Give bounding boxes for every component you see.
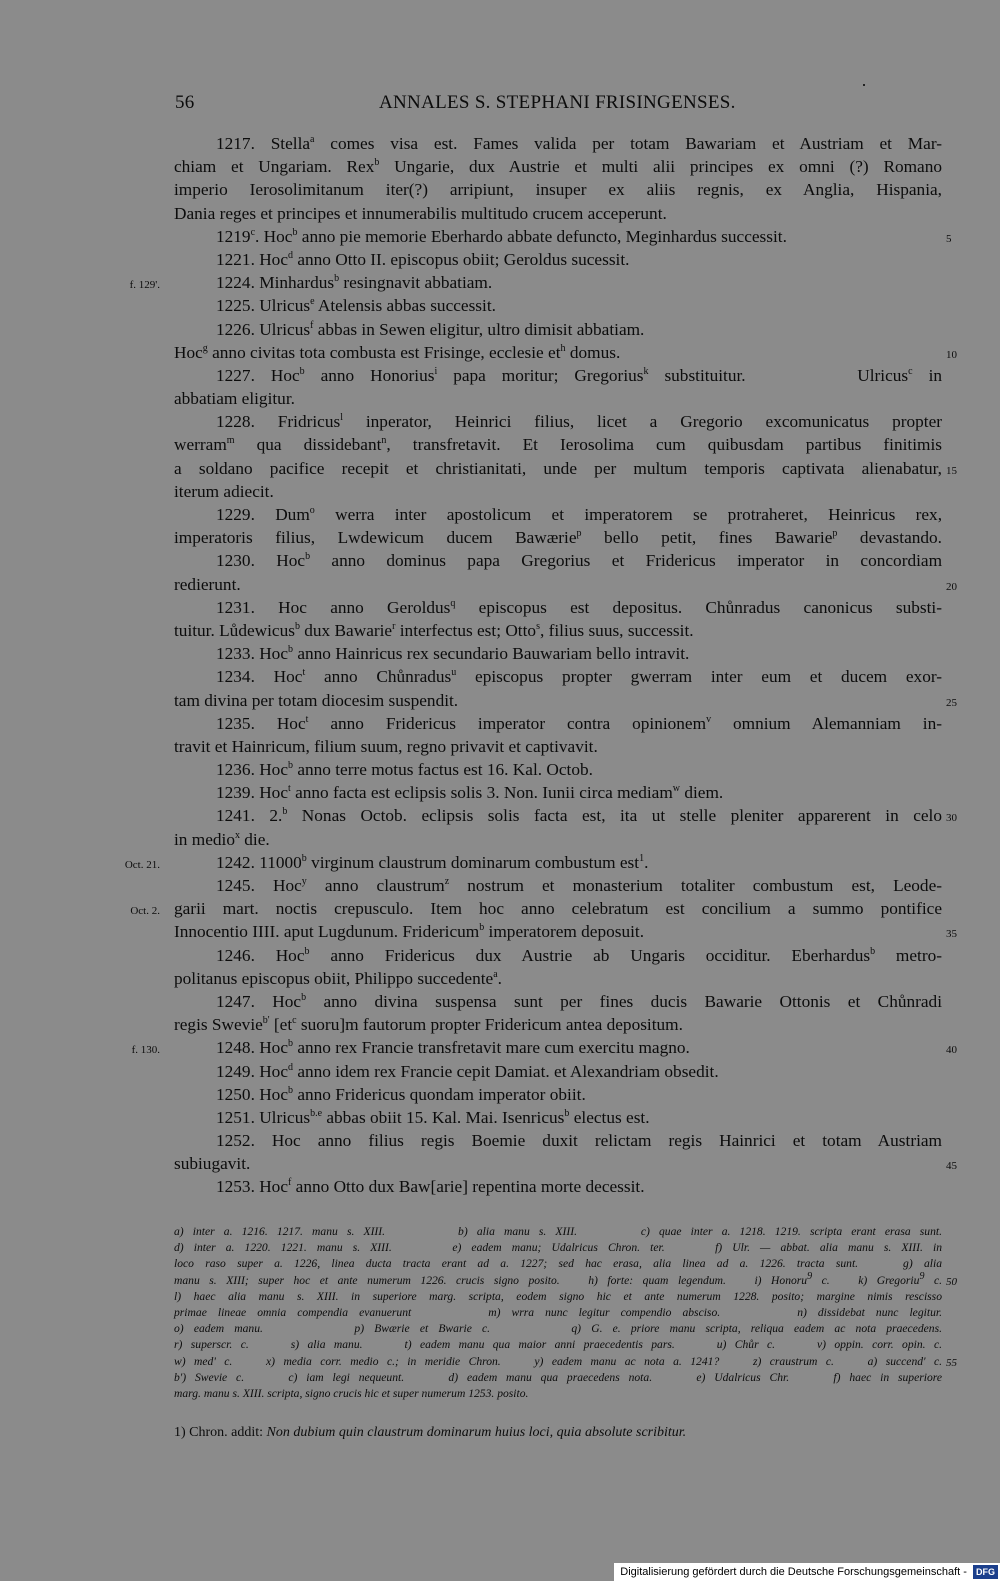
text-line-text: 1221. Hoc$^d$ anno Otto II. episcopus obiit; Geroldus sucessit. <box>216 249 630 269</box>
line-number: 30 <box>946 812 957 825</box>
note-line-text: l) haec alia manu s. XIII. in superiore marg. scripta, eodem signo hic et ante numerum 1228. posito; margine nimis rescisso <box>174 1289 942 1303</box>
credit-text: Digitalisierung gefördert durch die Deutsche Forschungsgemeinschaft - <box>620 1566 967 1578</box>
text-line <box>174 387 942 410</box>
note-line <box>174 1289 942 1305</box>
line-number: 55 <box>946 1356 957 1369</box>
text-line <box>174 1106 942 1129</box>
text-line <box>174 155 942 178</box>
text-line-text: 1226. Ulricus$^f$ abbas in Sewen eligitur, ultro dimisit abbatiam. <box>216 319 645 339</box>
note-line-text: d) inter a. 1220. 1221. manu s. XIII. e) eadem manu; Udalricus Chron. ter. f) Ulr. — abbat. alia manu s. XIII. in <box>174 1241 942 1255</box>
line-number: 10 <box>946 348 957 361</box>
text-line <box>174 132 942 155</box>
note-line-text: marg. manu s. XIII. scripta, signo crucis hic et super numerum 1253. posito. <box>174 1386 529 1400</box>
note-line-text: manu s. XIII; super hoc et ante numerum 1226. crucis signo posito. h) forte: quam legendum. i) Honoru$^9$ c. k) Gregoriu$^9$ c. <box>174 1270 942 1287</box>
note-line <box>174 1305 942 1321</box>
text-line-text: Innocentio IIII. aput Lugdunum. Fridericum$^b$ imperatorem deposuit. <box>174 922 645 942</box>
text-line-text: garii mart. noctis crepusculo. Item hoc anno celebratum est concilium a summo pontifice <box>174 899 942 919</box>
note-line-text: a) inter a. 1216. 1217. manu s. XIII. b) alia manu s. XIII. c) quae inter a. 1218. 1219. scripta erant erasa sunt. <box>174 1225 942 1238</box>
note-line <box>174 1370 942 1386</box>
note-line-text: loco raso super a. 1226, linea ducta tracta erant ad a. 1227; sed hac erasa, alia linea ad a. 1226. tracta sunt. g) alia <box>174 1257 942 1271</box>
note-line-text: primae lineae omnia compendia evanuerunt m) wrra nunc legitur compendio absciso. n) dissidebat nunc legitur. <box>174 1305 942 1319</box>
note-line <box>174 1321 942 1337</box>
text-line-text: abbatiam eligitur. <box>174 389 295 409</box>
text-line-text: 1217. Stella$^a$ comes visa est. Fames valida per totam Bawariam et Austriam et Mar- <box>216 134 942 153</box>
text-line-text: imperatoris filius, Lwdewicum ducem Bawærie$^p$ bello petit, fines Bawarie$^p$ devastando. <box>174 528 942 548</box>
text-line-text: werram$^m$ qua dissidebant$^n$, transfretavit. Et Ierosolima cum quibusdam partibus finitimis <box>174 435 942 455</box>
text-line <box>174 804 957 827</box>
text-line <box>174 712 942 735</box>
text-line <box>174 549 942 572</box>
line-number: 15 <box>946 464 957 477</box>
text-line-text: 1229. Dum$^o$ werra inter apostolicum et imperatorem se protraheret, Heinricus rex, <box>216 505 943 524</box>
text-line-text: 1250. Hoc$^b$ anno Fridericus quondam imperator obiit. <box>216 1084 586 1104</box>
text-line <box>174 990 942 1013</box>
text-line <box>174 596 942 619</box>
note-line-text: b') Swevie c. c) iam legi nequeunt. d) eadem manu qua praecedens nota. e) Udalricus Chr. f) haec in superiore <box>174 1370 942 1384</box>
text-line <box>174 433 942 456</box>
text-line <box>174 225 952 248</box>
text-line-text: 1219$^c$. Hoc$^b$ anno pie memorie Eberhardo abbate defuncto, Meginhardus successit. <box>216 226 787 246</box>
line-number: 20 <box>946 580 957 593</box>
note-line-text: w) med' c. x) media corr. medio c.; in meridie Chron. y) eadem manu ac nota a. 1241? z) craustrum c. a) succend' c. <box>174 1354 942 1368</box>
text-line <box>174 735 942 758</box>
note-line <box>174 1354 957 1370</box>
digitization-credit-bar <box>614 1563 1000 1581</box>
text-line-text: a soldano pacifice recepit et christianitati, unde per multum temporis captivata alienabatur, <box>174 458 942 478</box>
line-number: 45 <box>946 1160 957 1173</box>
text-line-text: 1242. 11000$^b$ virginum claustrum dominarum combustum est$^1$. <box>216 852 649 872</box>
text-line-text: 1233. Hoc$^b$ anno Hainricus rex secundario Bauwariam bello intravit. <box>216 644 690 664</box>
text-line-text: travit et Hainricum, filium suum, regno privavit et captivavit. <box>174 736 598 756</box>
text-line <box>174 1060 942 1083</box>
text-line <box>174 480 942 503</box>
note-line <box>174 1270 957 1289</box>
text-line <box>174 573 957 596</box>
text-line-text: 1236. Hoc$^b$ anno terre motus factus est 16. Kal. Octob. <box>216 760 593 780</box>
text-line-text: redierunt. <box>174 574 241 594</box>
note-line <box>174 1256 942 1272</box>
line-number: 35 <box>946 928 957 941</box>
text-line-text: politanus episcopus obiit, Philippo succedente$^a$. <box>174 968 502 988</box>
dfg-logo: DFG <box>973 1565 998 1579</box>
footnote <box>174 1425 942 1441</box>
note-line-text: o) eadem manu. p) Bwærie et Bwarie c. q) G. e. priore manu scripta, reliqua eadem ac nota praecedens. <box>174 1322 942 1336</box>
margin-note: Oct. 21. <box>124 858 160 871</box>
text-line <box>174 1083 942 1106</box>
text-line <box>174 1175 942 1198</box>
text-line-text: 1247. Hoc$^b$ anno divina suspensa sunt per fines ducis Bawarie Ottonis et Chůnradi <box>216 991 942 1011</box>
text-line <box>174 828 942 851</box>
line-number: 40 <box>946 1044 957 1057</box>
text-line <box>174 364 942 387</box>
text-line-text: regis Swevie$^{b'}$ [$et^c$ suoru]m fautorum propter Fridericum antea depositum. <box>174 1015 683 1035</box>
text-line <box>174 202 942 225</box>
text-line <box>129 271 942 294</box>
text-line-text: 1249. Hoc$^d$ anno idem rex Francie cepit Damiat. et Alexandriam obsedit. <box>216 1061 719 1081</box>
text-line <box>174 410 942 433</box>
text-line-text: 1253. Hoc$^f$ anno Otto dux Baw[arie] repentina morte decessit. <box>216 1177 645 1197</box>
note-line <box>174 1224 942 1240</box>
line-number: 5 <box>946 232 952 245</box>
text-line <box>174 920 957 943</box>
margin-note: Oct. 2. <box>130 905 160 918</box>
text-line <box>174 341 957 364</box>
text-line <box>174 1152 957 1175</box>
text-line <box>174 457 957 480</box>
text-line <box>130 897 942 920</box>
text-line <box>174 642 942 665</box>
text-line <box>174 1013 942 1036</box>
text-line <box>174 874 942 897</box>
text-line <box>174 619 942 642</box>
text-line-text: 1246. Hoc$^b$ anno Fridericus dux Austrie ab Ungaris occiditur. Eberhardus$^b$ metro- <box>216 945 942 965</box>
text-line <box>174 944 942 967</box>
text-line-text: Dania reges et principes et innumerabilis multitudo crucem acceperunt. <box>174 203 667 223</box>
footnote-text: Non dubium quin claustrum dominarum huius loci, quia absolute scribitur. <box>266 1425 687 1440</box>
line-number: 25 <box>946 696 957 709</box>
note-line <box>174 1386 942 1402</box>
text-line-text: 1235. Hoc$^t$ anno Fridericus imperator contra opinionem$^v$ omnium Alemanniam in- <box>216 713 942 733</box>
text-line-text: 1227. Hoc$^b$ anno Honorius$^i$ papa moritur; Gregorius$^k$ substituitur. Ulricus$^c$ in <box>216 365 943 385</box>
text-line-text: 1230. Hoc$^b$ anno dominus papa Gregorius et Fridericus imperator in concordiam <box>216 551 943 571</box>
text-line-text: imperio Ierosolimitanum iter(?) arripiunt, insuper ex aliis regnis, ex Anglia, Hispania, <box>174 180 942 200</box>
page-number: 56 <box>175 92 195 113</box>
note-line <box>174 1240 942 1256</box>
text-line <box>174 503 942 526</box>
text-line <box>174 318 942 341</box>
text-line-text: 1248. Hoc$^b$ anno rex Francie transfretavit mare cum exercitu magno. <box>216 1038 690 1058</box>
text-line-text: 1241. 2.$^b$ Nonas Octob. eclipsis solis facta est, ita ut stelle pleniter apparerent in celo <box>216 806 942 826</box>
text-line <box>174 294 942 317</box>
note-line-text: r) superscr. c. s) alia manu. t) eadem manu qua maior anni praecedentis pars. u) Chůr c. v) oppin. corr. opin. c. <box>174 1338 942 1352</box>
text-line-text: chiam et Ungariam. Rex$^b$ Ungarie, dux Austrie et multi alii principes ex omni (?) Romano <box>174 157 942 177</box>
annals-text <box>124 132 957 1199</box>
text-line-text: 1231. Hoc anno Geroldus$^q$ episcopus est depositus. Chůnradus canonicus substi- <box>216 597 942 617</box>
footnote-label: 1) Chron. addit: <box>174 1425 264 1440</box>
margin-note: f. 129'. <box>129 279 160 292</box>
text-line-text: in medio$^x$ die. <box>174 829 270 849</box>
text-line <box>174 178 942 201</box>
text-line <box>174 689 957 712</box>
text-line-text: 1225. Ulricus$^e$ Atelensis abbas successit. <box>216 296 496 316</box>
text-line-text: 1245. Hoc$^y$ anno claustrum$^z$ nostrum et monasterium totaliter combustum est, Leode- <box>216 876 942 895</box>
text-line-text: 1239. Hoc$^t$ anno facta est eclipsis solis 3. Non. Iunii circa mediam$^w$ diem. <box>216 783 724 803</box>
text-line <box>174 1129 942 1152</box>
text-line-text: 1252. Hoc anno filius regis Boemie duxit relictam regis Hainrici et totam Austriam <box>216 1131 942 1151</box>
text-line-text: tam divina per totam diocesim suspendit. <box>174 690 459 710</box>
line-number: 50 <box>946 1275 957 1288</box>
text-line-text: 1251. Ulricus$^{b.e}$ abbas obiit 15. Kal. Mai. Isenricus$^b$ electus est. <box>216 1107 650 1127</box>
critical-apparatus <box>174 1224 957 1402</box>
text-line <box>174 665 942 688</box>
text-line <box>174 967 942 990</box>
text-line-text: iterum adiecit. <box>174 481 274 501</box>
note-line <box>174 1337 942 1353</box>
text-line-text: Hoc$^g$ anno civitas tota combusta est Frisinge, ecclesie $et^h$ domus. <box>174 342 621 362</box>
text-line-text: 1234. Hoc$^t$ anno Chůnradus$^u$ episcopus propter gwerram inter eum et ducem exor- <box>216 667 942 687</box>
text-line <box>124 851 942 874</box>
text-line <box>174 526 942 549</box>
text-line-text: 1228. Fridricus$^l$ inperator, Heinrici filius, licet a Gregorio excomunicatus propter <box>216 412 942 432</box>
speck <box>863 84 865 86</box>
text-line <box>174 758 942 781</box>
text-line <box>174 781 942 804</box>
margin-note: f. 130. <box>131 1044 160 1057</box>
text-line <box>131 1036 957 1059</box>
text-line <box>174 248 942 271</box>
text-line-text: subiugavit. <box>174 1154 251 1174</box>
text-line-text: 1224. Minhardus$^b$ resingnavit abbatiam. <box>216 273 493 293</box>
running-title: ANNALES S. STEPHANI FRISINGENSES. <box>379 92 736 113</box>
text-line-text: tuitur. Lůdewicus$^b$ dux Bawarie$^r$ interfectus est; Otto$^s$, filius suus, successit. <box>174 620 694 640</box>
